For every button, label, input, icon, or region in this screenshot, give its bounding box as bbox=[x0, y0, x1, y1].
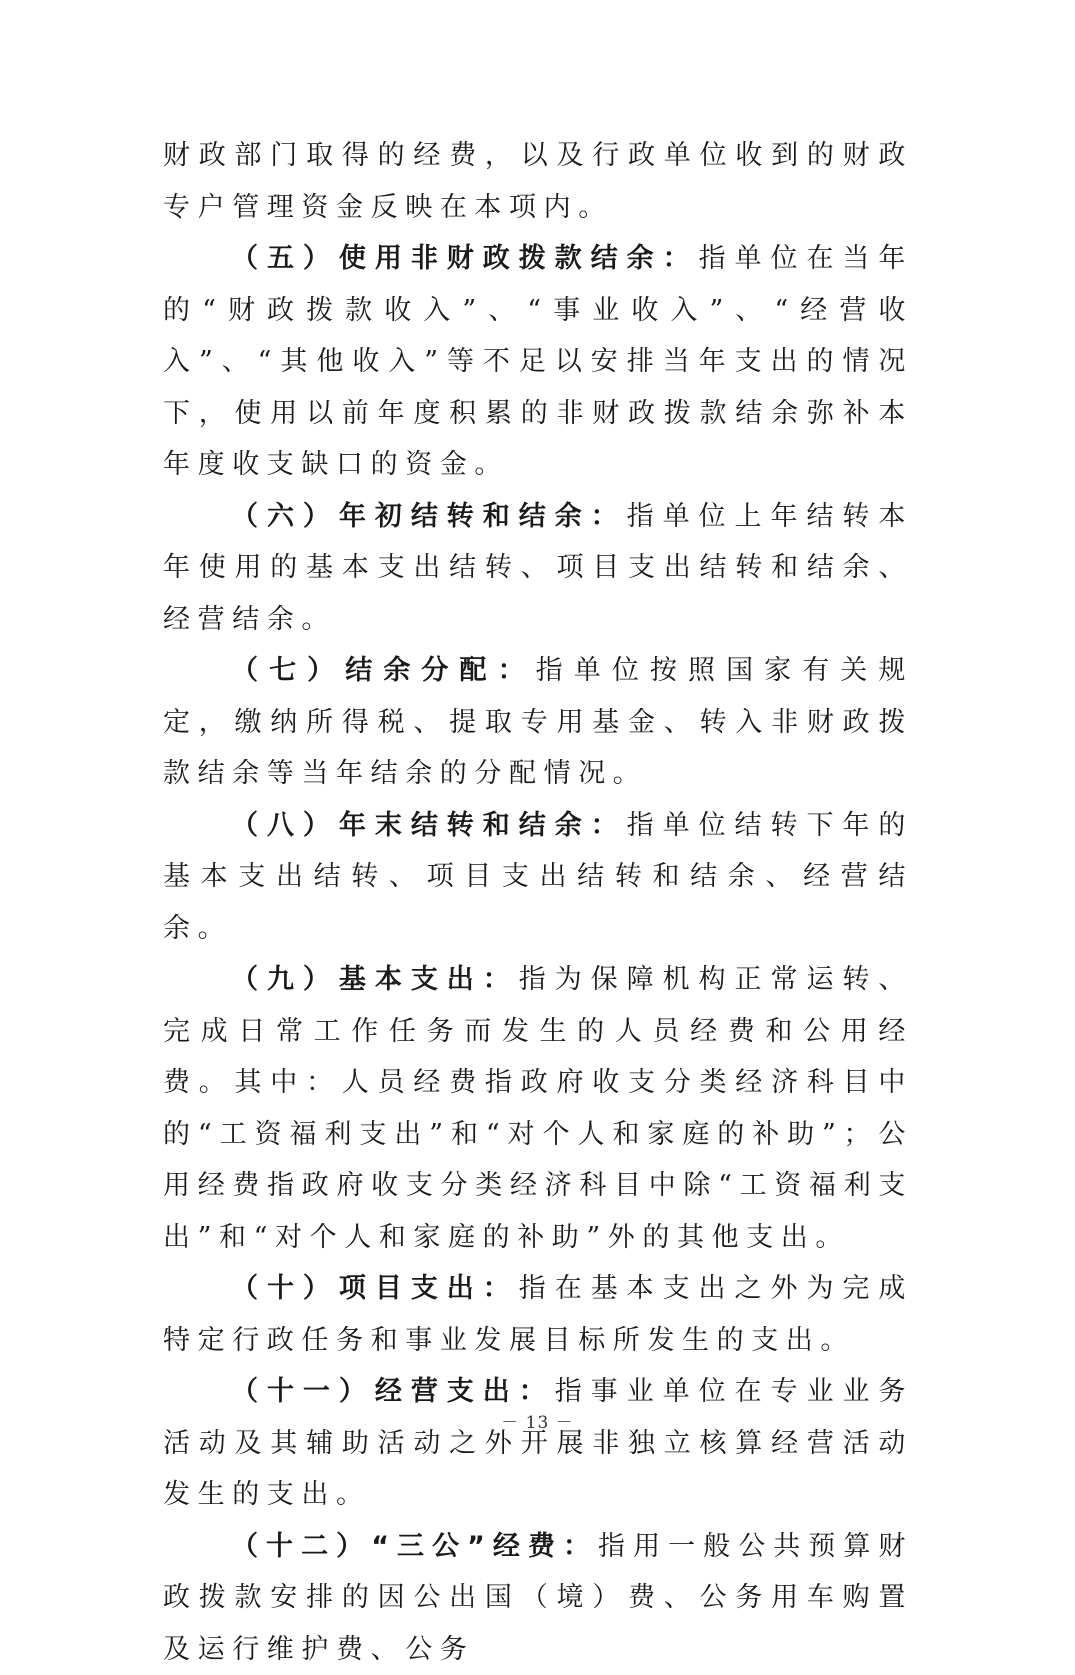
paragraph-term: （七）结余分配： bbox=[231, 655, 536, 686]
paragraph-item-6 bbox=[163, 491, 913, 646]
document-body bbox=[163, 130, 913, 1675]
paragraph-term: （十）项目支出： bbox=[231, 1273, 519, 1304]
paragraph-text: 指单位在当年的“财政拨款收入”、“事业收入”、“经营收入”、“其他收入”等不足以安排当年支出的情况下，使用以前年度积累的非财政拨款结余弥补本年度收支缺口的资金。 bbox=[163, 243, 913, 480]
paragraph-text: 指单位按照国家有关规定，缴纳所得税、提取专用基金、转入非财政拨款结余等当年结余的分配情况。 bbox=[163, 655, 913, 789]
paragraph-term: （九）基本支出： bbox=[231, 964, 519, 995]
paragraph-text: 指事业单位在专业业务活动及其辅助活动之外开展非独立核算经营活动发生的支出。 bbox=[163, 1376, 913, 1510]
paragraph-text: 指用一般公共预算财政拨款安排的因公出国（境）费、公务用车购置及运行维护费、公务 bbox=[163, 1531, 913, 1665]
paragraph-term: （十二）“三公”经费： bbox=[231, 1531, 598, 1562]
paragraph-text: 财政部门取得的经费，以及行政单位收到的财政专户管理资金反映在本项内。 bbox=[163, 140, 913, 223]
paragraph-term: （八）年末结转和结余： bbox=[231, 810, 627, 841]
paragraph-term: （十一）经营支出： bbox=[231, 1376, 555, 1407]
paragraph-text: 指为保障机构正常运转、完成日常工作任务而发生的人员经费和公用经费。其中：人员经费指政府收支分类经济科目中的“工资福利支出”和“对个人和家庭的补助”；公用经费指政府收支分类经济科目中除“工资福利支出”和“对个人和家庭的补助”外的其他支出。 bbox=[163, 964, 913, 1253]
paragraph-item-10 bbox=[163, 1263, 913, 1366]
paragraph-text: 指单位上年结转本年使用的基本支出结转、项目支出结转和结余、经营结余。 bbox=[163, 501, 913, 635]
paragraph-item-5 bbox=[163, 233, 913, 491]
paragraph-term: （六）年初结转和结余： bbox=[231, 501, 627, 532]
page-number: － 13 － bbox=[0, 1408, 1075, 1433]
paragraph-item-12 bbox=[163, 1521, 913, 1675]
paragraph-item-8 bbox=[163, 800, 913, 955]
paragraph-text: 指在基本支出之外为完成特定行政任务和事业发展目标所发生的支出。 bbox=[163, 1273, 913, 1356]
paragraph-text: 指单位结转下年的基本支出结转、项目支出结转和结余、经营结余。 bbox=[163, 810, 913, 944]
paragraph-continuation bbox=[163, 130, 913, 233]
paragraph-item-7 bbox=[163, 645, 913, 800]
paragraph-term: （五）使用非财政拨款结余： bbox=[231, 243, 699, 274]
paragraph-item-11 bbox=[163, 1366, 913, 1521]
paragraph-item-9 bbox=[163, 954, 913, 1263]
